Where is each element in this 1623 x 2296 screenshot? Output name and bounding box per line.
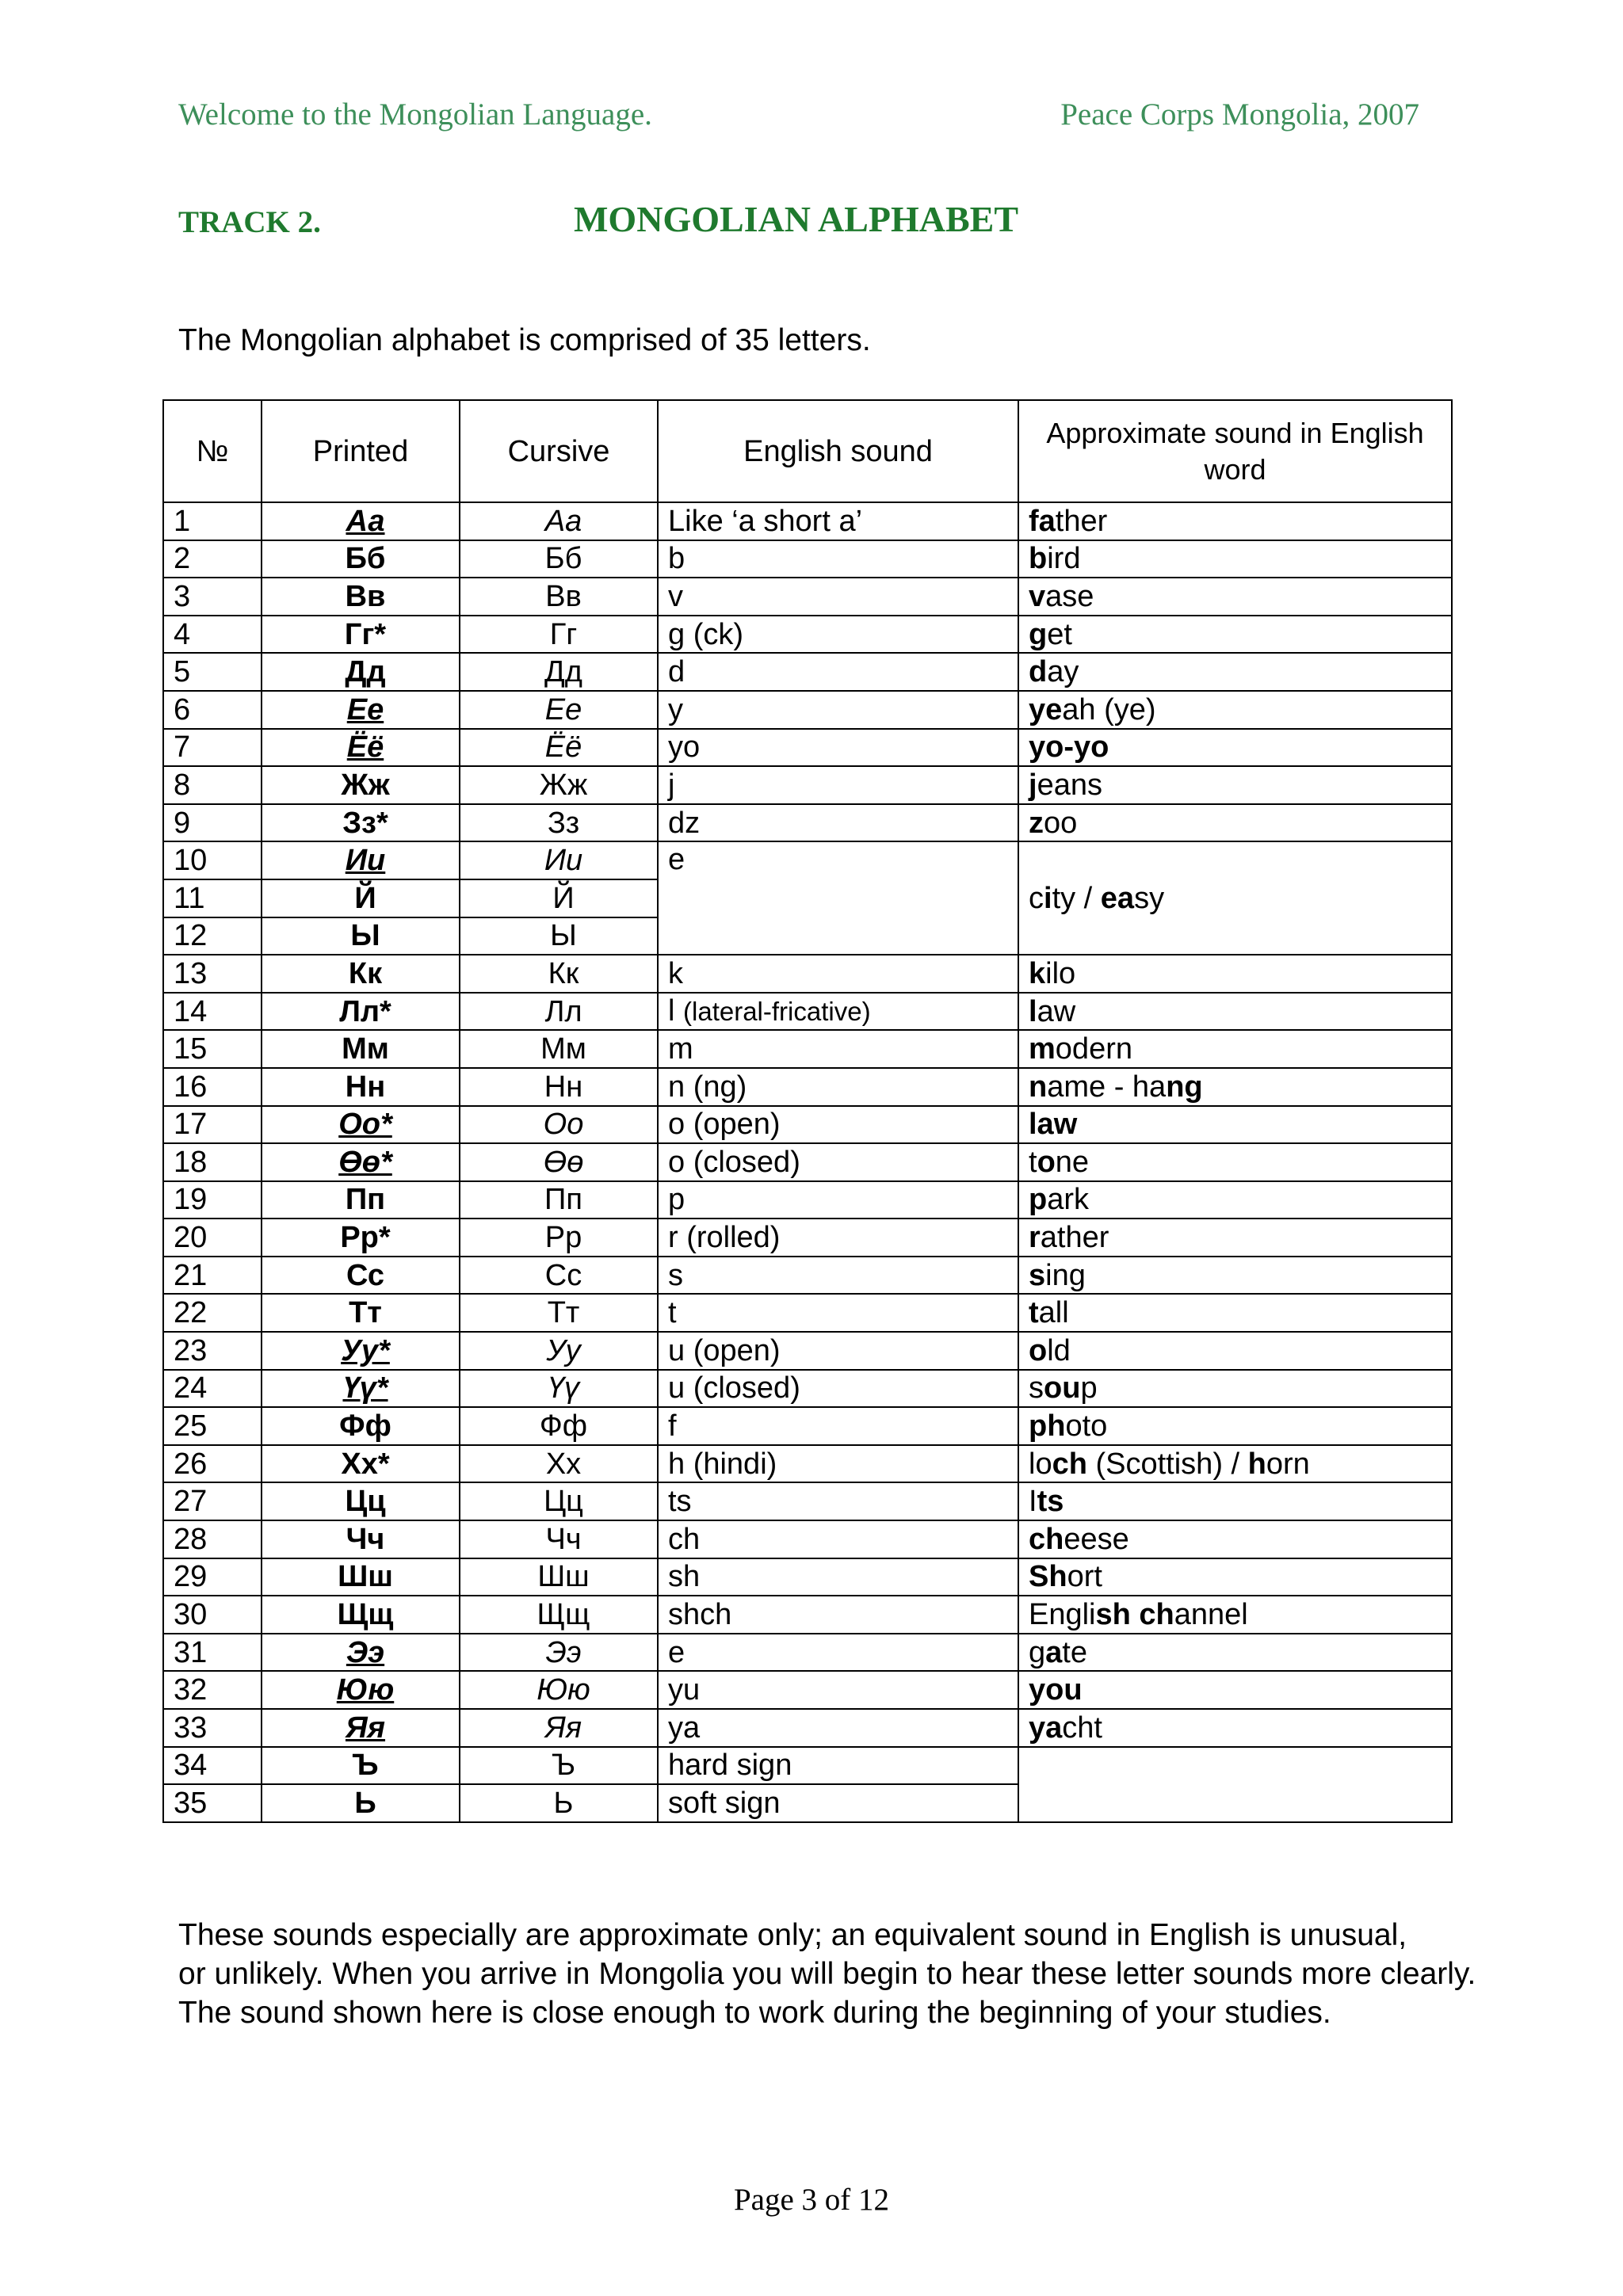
english-sound: p xyxy=(658,1181,1018,1219)
letter-number: 17 xyxy=(163,1106,262,1144)
printed-letter: Ь xyxy=(262,1784,460,1822)
english-sound xyxy=(658,993,1018,1031)
printed-letter: Фф xyxy=(262,1407,460,1445)
approx-word: modern xyxy=(1018,1030,1452,1068)
table-row xyxy=(163,1068,1452,1106)
printed-letter: Рр* xyxy=(262,1219,460,1257)
letter-number: 8 xyxy=(163,766,262,804)
approx-word: English channel xyxy=(1018,1596,1452,1634)
header-approx-word: Approximate sound in English word xyxy=(1018,400,1452,502)
approx-word: gate xyxy=(1018,1634,1452,1672)
letter-number: 7 xyxy=(163,729,262,767)
english-sound: ya xyxy=(658,1709,1018,1747)
approx-word: vase xyxy=(1018,578,1452,616)
letter-number: 26 xyxy=(163,1445,262,1483)
english-sound: o (open) xyxy=(658,1106,1018,1144)
table-row xyxy=(163,691,1452,729)
letter-number: 11 xyxy=(163,879,262,917)
english-sound: yu xyxy=(658,1671,1018,1709)
table-row xyxy=(163,1143,1452,1181)
letter-number: 29 xyxy=(163,1558,262,1596)
table-row xyxy=(163,1634,1452,1672)
table-row xyxy=(163,729,1452,767)
table-row xyxy=(163,1181,1452,1219)
printed-letter: Үү* xyxy=(262,1370,460,1408)
approx-word: get xyxy=(1018,616,1452,654)
page-title: MONGOLIAN ALPHABET xyxy=(574,199,1019,239)
english-sound: r (rolled) xyxy=(658,1219,1018,1257)
approx-word: name - hang xyxy=(1018,1068,1452,1106)
english-sound: h (hindi) xyxy=(658,1445,1018,1483)
printed-letter: Вв xyxy=(262,578,460,616)
english-sound: u (open) xyxy=(658,1332,1018,1370)
table-row xyxy=(163,1482,1452,1520)
letter-number: 19 xyxy=(163,1181,262,1219)
letter-number: 30 xyxy=(163,1596,262,1634)
printed-letter: Ы xyxy=(262,917,460,955)
table-row xyxy=(163,766,1452,804)
english-sound: u (closed) xyxy=(658,1370,1018,1408)
intro-text: The Mongolian alphabet is comprised of 35 letters. xyxy=(178,323,871,357)
english-sound: dz xyxy=(658,804,1018,842)
table-row xyxy=(163,1671,1452,1709)
approx-word xyxy=(1018,1747,1452,1822)
english-sound: j xyxy=(658,766,1018,804)
english-sound: s xyxy=(658,1257,1018,1295)
table-row xyxy=(163,1332,1452,1370)
cursive-letter: Ъ xyxy=(460,1747,658,1785)
approx-word: old xyxy=(1018,1332,1452,1370)
table-row xyxy=(163,1257,1452,1295)
cursive-letter: Ы xyxy=(460,917,658,955)
cursive-letter: Бб xyxy=(460,540,658,578)
cursive-letter: Ее xyxy=(460,691,658,729)
letter-number: 2 xyxy=(163,540,262,578)
letter-number: 1 xyxy=(163,502,262,540)
printed-letter: Й xyxy=(262,879,460,917)
table-row xyxy=(163,1106,1452,1144)
letter-number: 5 xyxy=(163,653,262,691)
cursive-letter: Мм xyxy=(460,1030,658,1068)
letter-number: 4 xyxy=(163,616,262,654)
printed-letter: Мм xyxy=(262,1030,460,1068)
printed-letter: Щщ xyxy=(262,1596,460,1634)
cursive-letter: Пп xyxy=(460,1181,658,1219)
english-sound: v xyxy=(658,578,1018,616)
approx-word: zoo xyxy=(1018,804,1452,842)
approx-word: yeah (ye) xyxy=(1018,691,1452,729)
cursive-letter: Жж xyxy=(460,766,658,804)
english-sound: ts xyxy=(658,1482,1018,1520)
printed-letter: Шш xyxy=(262,1558,460,1596)
printed-letter: Цц xyxy=(262,1482,460,1520)
header-cursive: Cursive xyxy=(460,400,658,502)
table-row xyxy=(163,1558,1452,1596)
letter-number: 21 xyxy=(163,1257,262,1295)
approx-word: tall xyxy=(1018,1294,1452,1332)
cursive-letter: Вв xyxy=(460,578,658,616)
letter-number: 32 xyxy=(163,1671,262,1709)
approx-word: soup xyxy=(1018,1370,1452,1408)
letter-number: 28 xyxy=(163,1520,262,1558)
cursive-letter: Дд xyxy=(460,653,658,691)
header-left: Welcome to the Mongolian Language. xyxy=(178,97,652,132)
letter-number: 20 xyxy=(163,1219,262,1257)
letter-number: 12 xyxy=(163,917,262,955)
letter-number: 15 xyxy=(163,1030,262,1068)
printed-letter: Аа xyxy=(262,502,460,540)
table-header-row xyxy=(163,400,1452,502)
table-row xyxy=(163,1370,1452,1408)
cursive-letter: Лл xyxy=(460,993,658,1031)
cursive-letter: Сс xyxy=(460,1257,658,1295)
cursive-letter: Ээ xyxy=(460,1634,658,1672)
printed-letter: Жж xyxy=(262,766,460,804)
english-sound: e xyxy=(658,1634,1018,1672)
alphabet-table xyxy=(162,399,1453,1823)
cursive-letter: Й xyxy=(460,879,658,917)
approx-word: loch (Scottish) / horn xyxy=(1018,1445,1452,1483)
printed-letter: Хх* xyxy=(262,1445,460,1483)
header-english-sound: English sound xyxy=(658,400,1018,502)
table-row xyxy=(163,993,1452,1031)
printed-letter: Сс xyxy=(262,1257,460,1295)
printed-letter: Гг* xyxy=(262,616,460,654)
english-sound: yo xyxy=(658,729,1018,767)
english-sound: shch xyxy=(658,1596,1018,1634)
cursive-letter: Щщ xyxy=(460,1596,658,1634)
approx-word: Its xyxy=(1018,1482,1452,1520)
cursive-letter: Зз xyxy=(460,804,658,842)
approx-word: rather xyxy=(1018,1219,1452,1257)
table-row xyxy=(163,1407,1452,1445)
english-sound-main: l xyxy=(668,994,675,1028)
approx-word: sing xyxy=(1018,1257,1452,1295)
approx-word: yacht xyxy=(1018,1709,1452,1747)
table-row xyxy=(163,1030,1452,1068)
table-row xyxy=(163,653,1452,691)
header-number: № xyxy=(163,400,262,502)
table-row xyxy=(163,1709,1452,1747)
page-number: Page 3 of 12 xyxy=(733,2183,890,2217)
english-sound: Like ‘a short a’ xyxy=(658,502,1018,540)
letter-number: 34 xyxy=(163,1747,262,1785)
cursive-letter: Цц xyxy=(460,1482,658,1520)
english-sound: hard sign xyxy=(658,1747,1018,1785)
english-sound: sh xyxy=(658,1558,1018,1596)
cursive-letter: Яя xyxy=(460,1709,658,1747)
table-row xyxy=(163,1747,1452,1785)
letter-number: 35 xyxy=(163,1784,262,1822)
printed-letter: Юю xyxy=(262,1671,460,1709)
table-row xyxy=(163,502,1452,540)
cursive-letter: Гг xyxy=(460,616,658,654)
approx-word: Short xyxy=(1018,1558,1452,1596)
table-row xyxy=(163,1596,1452,1634)
approx-word: park xyxy=(1018,1181,1452,1219)
english-sound: ch xyxy=(658,1520,1018,1558)
approximation-note xyxy=(178,1916,1605,2032)
letter-number: 13 xyxy=(163,955,262,993)
english-sound: g (ck) xyxy=(658,616,1018,654)
table-row xyxy=(163,955,1452,993)
printed-letter: Кк xyxy=(262,955,460,993)
letter-number: 10 xyxy=(163,841,262,879)
english-sound: e xyxy=(658,841,1018,955)
cursive-letter: Аа xyxy=(460,502,658,540)
cursive-letter: Оо xyxy=(460,1106,658,1144)
track-label: TRACK 2. xyxy=(178,205,321,239)
approx-word: city / easy xyxy=(1018,841,1452,955)
table-row xyxy=(163,1219,1452,1257)
approx-word: father xyxy=(1018,502,1452,540)
english-sound: d xyxy=(658,653,1018,691)
letter-number: 31 xyxy=(163,1634,262,1672)
approx-word: cheese xyxy=(1018,1520,1452,1558)
cursive-letter: Нн xyxy=(460,1068,658,1106)
cursive-letter: Тт xyxy=(460,1294,658,1332)
cursive-letter: Шш xyxy=(460,1558,658,1596)
letter-number: 27 xyxy=(163,1482,262,1520)
printed-letter: Яя xyxy=(262,1709,460,1747)
cursive-letter: Хх xyxy=(460,1445,658,1483)
table-row xyxy=(163,616,1452,654)
printed-letter: Ее xyxy=(262,691,460,729)
letter-number: 18 xyxy=(163,1143,262,1181)
header-right: Peace Corps Mongolia, 2007 xyxy=(1060,97,1419,132)
cursive-letter: Чч xyxy=(460,1520,658,1558)
note-line: These sounds especially are approximate only; an equivalent sound in English is unusual, xyxy=(178,1918,1407,1952)
approx-word: yo-yo xyxy=(1018,729,1452,767)
table-row xyxy=(163,578,1452,616)
printed-letter: Оо* xyxy=(262,1106,460,1144)
cursive-letter: Ёё xyxy=(460,729,658,767)
english-sound: k xyxy=(658,955,1018,993)
table-row xyxy=(163,540,1452,578)
letter-number: 24 xyxy=(163,1370,262,1408)
table-row xyxy=(163,804,1452,842)
printed-letter: Ёё xyxy=(262,729,460,767)
table-row xyxy=(163,841,1452,879)
approx-word: you xyxy=(1018,1671,1452,1709)
approx-word: jeans xyxy=(1018,766,1452,804)
cursive-letter: Ии xyxy=(460,841,658,879)
printed-letter: Тт xyxy=(262,1294,460,1332)
printed-letter: Бб xyxy=(262,540,460,578)
printed-letter: Пп xyxy=(262,1181,460,1219)
cursive-letter: Юю xyxy=(460,1671,658,1709)
alphabet-table-body xyxy=(163,502,1452,1822)
printed-letter: Ээ xyxy=(262,1634,460,1672)
english-sound: n (ng) xyxy=(658,1068,1018,1106)
printed-letter: Дд xyxy=(262,653,460,691)
table-row xyxy=(163,1445,1452,1483)
approx-word: tone xyxy=(1018,1143,1452,1181)
letter-number: 3 xyxy=(163,578,262,616)
cursive-letter: Уу xyxy=(460,1332,658,1370)
english-sound: soft sign xyxy=(658,1784,1018,1822)
english-sound: o (closed) xyxy=(658,1143,1018,1181)
table-row xyxy=(163,1520,1452,1558)
printed-letter: Уу* xyxy=(262,1332,460,1370)
cursive-letter: Өө xyxy=(460,1143,658,1181)
cursive-letter: Рр xyxy=(460,1219,658,1257)
cursive-letter: Фф xyxy=(460,1407,658,1445)
english-sound-note: (lateral-fricative) xyxy=(683,997,871,1027)
note-line: or unlikely. When you arrive in Mongolia you will begin to hear these letter sounds more clearly. xyxy=(178,1957,1476,1991)
cursive-letter: Ь xyxy=(460,1784,658,1822)
approx-word: bird xyxy=(1018,540,1452,578)
letter-number: 6 xyxy=(163,691,262,729)
printed-letter: Нн xyxy=(262,1068,460,1106)
english-sound: f xyxy=(658,1407,1018,1445)
printed-letter: Чч xyxy=(262,1520,460,1558)
letter-number: 23 xyxy=(163,1332,262,1370)
approx-word: day xyxy=(1018,653,1452,691)
letter-number: 14 xyxy=(163,993,262,1031)
approx-word: kilo xyxy=(1018,955,1452,993)
english-sound: m xyxy=(658,1030,1018,1068)
printed-letter: Ии xyxy=(262,841,460,879)
approx-word: law xyxy=(1018,993,1452,1031)
approx-word: law xyxy=(1018,1106,1452,1144)
cursive-letter: Үү xyxy=(460,1370,658,1408)
english-sound: b xyxy=(658,540,1018,578)
cursive-letter: Кк xyxy=(460,955,658,993)
english-sound: y xyxy=(658,691,1018,729)
printed-letter: Зз* xyxy=(262,804,460,842)
letter-number: 22 xyxy=(163,1294,262,1332)
printed-letter: Лл* xyxy=(262,993,460,1031)
printed-letter: Өө* xyxy=(262,1143,460,1181)
printed-letter: Ъ xyxy=(262,1747,460,1785)
letter-number: 16 xyxy=(163,1068,262,1106)
letter-number: 25 xyxy=(163,1407,262,1445)
note-line: The sound shown here is close enough to work during the beginning of your studies. xyxy=(178,1996,1331,2030)
table-row xyxy=(163,1294,1452,1332)
letter-number: 9 xyxy=(163,804,262,842)
approx-word: photo xyxy=(1018,1407,1452,1445)
header-printed: Printed xyxy=(262,400,460,502)
letter-number: 33 xyxy=(163,1709,262,1747)
english-sound: t xyxy=(658,1294,1018,1332)
